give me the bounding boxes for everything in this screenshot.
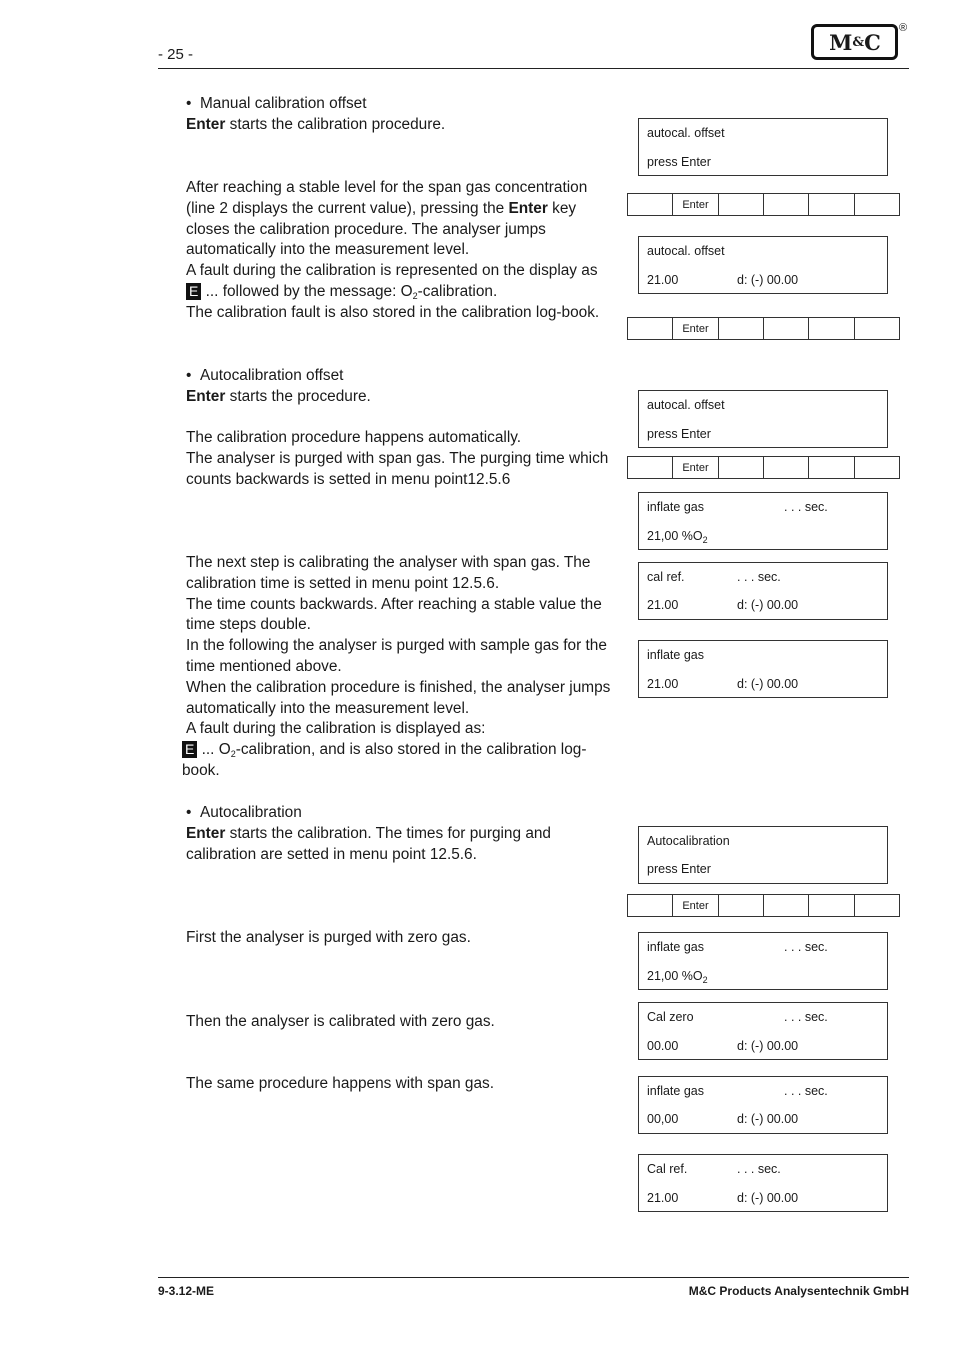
page-number: - 25 - — [158, 46, 194, 63]
display-panel: cal ref. . . . sec. 21.00 d: (-) 00.00 — [638, 562, 888, 620]
logo-c: C — [864, 29, 880, 55]
auto-offset-section — [186, 366, 616, 408]
key[interactable] — [764, 457, 809, 478]
footer-rule — [158, 1277, 909, 1278]
paragraph: When the calibration procedure is finished, the analyser jumps automatically into the measurement level. — [186, 678, 611, 717]
enter-key[interactable]: Enter — [673, 457, 718, 478]
display-panel: autocal. offset press Enter — [638, 118, 888, 176]
bullet-heading: • Manual calibration offset — [186, 95, 367, 112]
key[interactable] — [809, 318, 854, 339]
enter-key[interactable]: Enter — [673, 318, 718, 339]
document-code: 9-3.12-ME — [158, 1284, 215, 1298]
keypad — [627, 317, 900, 340]
key[interactable] — [628, 194, 673, 215]
key[interactable] — [719, 194, 764, 215]
key[interactable] — [628, 318, 673, 339]
logo-amp: & — [852, 34, 864, 50]
display-panel: autocal. offset press Enter — [638, 390, 888, 448]
paragraph: Then the analyser is calibrated with zero gas. — [186, 1013, 495, 1030]
key[interactable] — [719, 457, 764, 478]
registered-mark: ® — [899, 22, 908, 34]
manual-offset-section — [186, 94, 616, 136]
key[interactable] — [855, 194, 899, 215]
paragraph: E ... $O_2$-calibration, and is also stored in the calibration log-book. — [182, 741, 587, 779]
bullet-heading: • Autocalibration — [186, 804, 302, 821]
manual-offset-body — [186, 178, 616, 324]
bullet-heading: • Autocalibration offset — [186, 367, 344, 384]
company-name: M&C Products Analysentechnik GmbH — [688, 1284, 909, 1298]
paragraph: First the analyser is purged with zero gas. — [186, 929, 471, 946]
display-panel: autocal. offset 21.00 d: (-) 00.00 — [638, 236, 888, 294]
autocal-section — [186, 803, 616, 865]
key[interactable] — [628, 895, 673, 916]
paragraph: After reaching a stable level for the span gas concentration (line 2 displays the current value), pressing the Enter key closes the calibration procedure. The analyser jumps automatically into the measurement level. — [186, 179, 588, 259]
auto-offset-body-1 — [186, 428, 616, 490]
display-panel: inflate gas . . . sec. 00,00 d: (-) 00.00 — [638, 1076, 888, 1134]
key[interactable] — [764, 895, 809, 916]
key[interactable] — [855, 318, 899, 339]
display-panel: Cal ref. . . . sec. 21.00 d: (-) 00.00 — [638, 1154, 888, 1212]
header-rule — [158, 68, 909, 69]
paragraph: The next step is calibrating the analyser with span gas. The calibration time is setted in menu point 12.5.6. — [186, 554, 591, 592]
display-panel: Cal zero . . . sec. 00.00 d: (-) 00.00 — [638, 1002, 888, 1060]
key[interactable] — [855, 457, 899, 478]
key[interactable] — [855, 895, 899, 916]
key[interactable] — [719, 318, 764, 339]
display-panel: inflate gas . . . sec. 21,00 $\%O_2$ — [638, 932, 888, 990]
key[interactable] — [628, 457, 673, 478]
key[interactable] — [809, 895, 854, 916]
enter-instruction: Enter starts the calibration. The times for purging and calibration are setted in menu point 12.5.6. — [186, 824, 551, 863]
paragraph: The same procedure happens with span gas. — [186, 1075, 495, 1092]
key[interactable] — [809, 457, 854, 478]
paragraph: A fault during the calibration is represented on the display as E ... followed by the message: $O_2$-calibration. — [186, 262, 598, 301]
paragraph: The calibration fault is also stored in the calibration log-book. — [186, 303, 600, 321]
enter-instruction: Enter starts the calibration procedure. — [186, 115, 446, 133]
display-panel: inflate gas 21.00 d: (-) 00.00 — [638, 640, 888, 698]
keypad — [627, 894, 900, 917]
paragraph: The analyser is purged with span gas. The purging time which counts backwards is setted in menu point12.5.6 — [186, 449, 609, 488]
paragraph: The calibration procedure happens automatically. — [186, 429, 522, 446]
key[interactable] — [809, 194, 854, 215]
error-symbol: E — [182, 741, 197, 758]
paragraph: The time counts backwards. After reaching a stable value the time steps double. — [186, 595, 602, 634]
keypad — [627, 456, 900, 479]
display-panel: inflate gas . . . sec. 21,00 $\%O_2$ — [638, 492, 888, 550]
paragraph: In the following the analyser is purged with sample gas for the time mentioned above. — [186, 637, 607, 675]
paragraph: A fault during the calibration is displayed as: — [186, 720, 486, 738]
error-symbol: E — [186, 283, 201, 300]
enter-instruction: Enter starts the procedure. — [186, 387, 371, 405]
mc-logo — [811, 24, 898, 60]
key[interactable] — [764, 194, 809, 215]
key[interactable] — [719, 895, 764, 916]
enter-key[interactable]: Enter — [673, 895, 718, 916]
display-panel: Autocalibration press Enter — [638, 826, 888, 884]
enter-key[interactable]: Enter — [673, 194, 718, 215]
keypad — [627, 193, 900, 216]
auto-offset-body-2 — [182, 553, 616, 782]
key[interactable] — [764, 318, 809, 339]
logo-m: M — [829, 29, 852, 55]
